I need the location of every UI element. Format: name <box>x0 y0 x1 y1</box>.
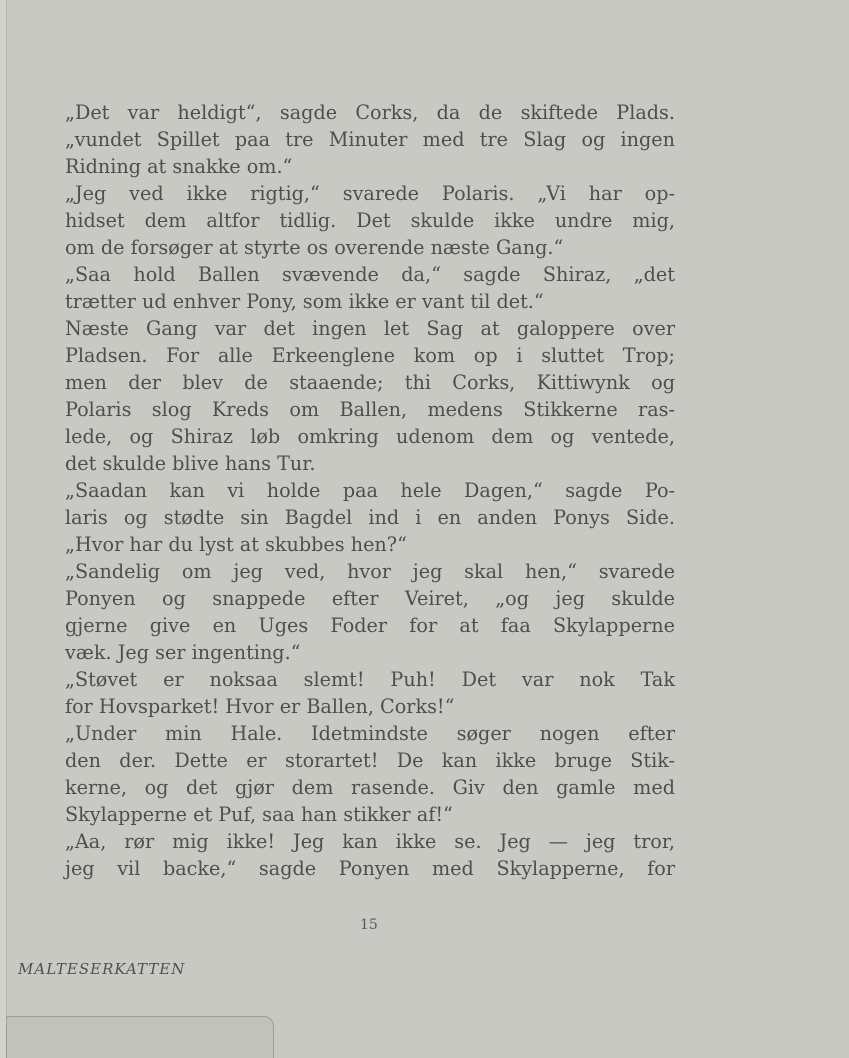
body-text <box>65 99 675 882</box>
text-line-29: jeg vil backe,“ sagde Ponyen med Skylapperne, for <box>65 857 675 880</box>
text-line-19: Ponyen og snappede efter Veiret, „og jeg skulde <box>65 587 675 610</box>
text-line-4: „Jeg ved ikke rigtig,“ svarede Polaris. „Vi har op- <box>65 182 675 205</box>
page-left-edge <box>0 0 7 1058</box>
text-line-9: Næste Gang var det ingen let Sag at galoppere over <box>65 317 675 340</box>
text-line-20: gjerne give en Uges Foder for at faa Skylapperne <box>65 614 675 637</box>
text-line-17: „Hvor har du lyst at skubbes hen?“ <box>65 533 407 556</box>
text-line-25: den der. Dette er storartet! De kan ikke bruge Stik- <box>65 749 675 772</box>
text-line-13: lede, og Shiraz løb omkring udenom dem og ventede, <box>65 425 675 448</box>
text-line-3: Ridning at snakke om.“ <box>65 155 293 178</box>
text-line-6: om de forsøger at styrte os overende næste Gang.“ <box>65 236 564 259</box>
text-line-26: kerne, og det gjør dem rasende. Giv den gamle med <box>65 776 675 799</box>
text-line-23: for Hovsparket! Hvor er Ballen, Corks!“ <box>65 695 455 718</box>
text-line-2: „vundet Spillet paa tre Minuter med tre Slag og ingen <box>65 128 675 151</box>
text-line-18: „Sandelig om jeg ved, hvor jeg skal hen,“ svarede <box>65 560 675 583</box>
text-line-16: laris og stødte sin Bagdel ind i en anden Ponys Side. <box>65 506 675 529</box>
text-line-10: Pladsen. For alle Erkeenglene kom op i sluttet Trop; <box>65 344 675 367</box>
text-line-1: „Det var heldigt“, sagde Corks, da de skiftede Plads. <box>65 101 675 124</box>
text-line-22: „Støvet er noksaa slemt! Puh! Det var nok Tak <box>65 668 675 691</box>
text-line-12: Polaris slog Kreds om Ballen, medens Stikkerne ras- <box>65 398 675 421</box>
text-line-15: „Saadan kan vi holde paa hele Dagen,“ sagde Po- <box>65 479 675 502</box>
text-line-5: hidset dem altfor tidlig. Det skulde ikke undre mig, <box>65 209 675 232</box>
footer-book-title: MALTESERKATTEN <box>18 960 186 978</box>
text-line-14: det skulde blive hans Tur. <box>65 452 316 475</box>
text-line-11: men der blev de staaende; thi Corks, Kittiwynk og <box>65 371 675 394</box>
page-tab-shape <box>6 1016 274 1058</box>
text-line-7: „Saa hold Ballen svævende da,“ sagde Shiraz, „det <box>65 263 675 286</box>
text-line-21: væk. Jeg ser ingenting.“ <box>65 641 301 664</box>
text-line-24: „Under min Hale. Idetmindste søger nogen efter <box>65 722 675 745</box>
text-line-8: trætter ud enhver Pony, som ikke er vant til det.“ <box>65 290 544 313</box>
page-number: 15 <box>360 917 378 933</box>
text-line-28: „Aa, rør mig ikke! Jeg kan ikke se. Jeg — jeg tror, <box>65 830 675 853</box>
text-line-27: Skylapperne et Puf, saa han stikker af!“ <box>65 803 453 826</box>
